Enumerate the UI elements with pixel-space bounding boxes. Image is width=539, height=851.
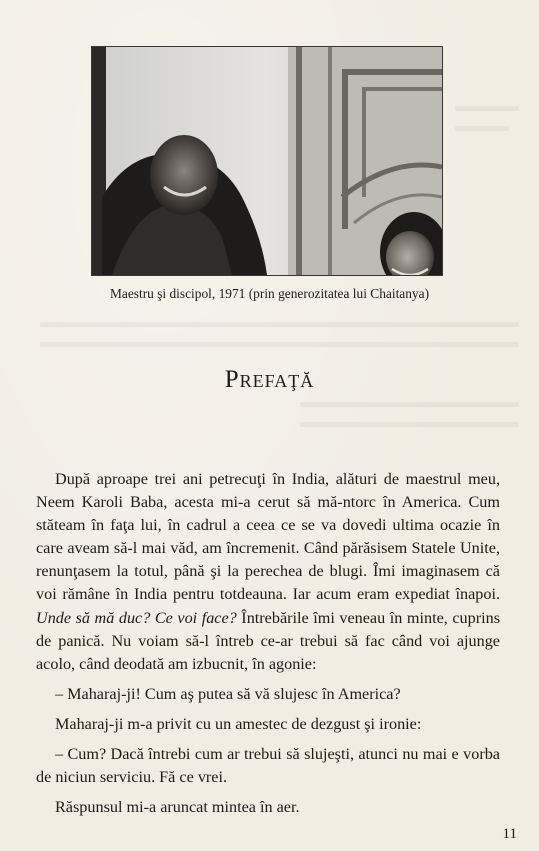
dialogue-line: – Cum? Dacă întrebi cum ar trebui să slujeşti, atunci nu mai e vorba de niciun serviciu. Fă ce vrei. <box>36 745 500 787</box>
bleed-through-line <box>455 106 519 111</box>
body-text <box>36 468 500 819</box>
photo-image <box>92 47 442 275</box>
paragraph: Răspunsul mi-a aruncat mintea în aer. <box>55 798 300 817</box>
bleed-through-line <box>40 342 519 347</box>
photograph <box>91 46 443 276</box>
bleed-through-line <box>300 422 519 427</box>
italic-question: Unde să mă duc? Ce voi face? <box>36 608 237 627</box>
paragraph-text: Întrebările îmi veneau în minte, cuprins de panică. Nu voiam să-l întreb ce-ar trebui să fac când voi ajunge acolo, când deodată am izbucnit, în agonie: <box>36 608 500 673</box>
bleed-through-line <box>40 322 519 327</box>
paragraph-text: După aproape trei ani petrecuţi în India, alături de maestrul meu, Neem Karoli Baba, acesta mi-a cerut să mă-ntorc în America. Cum stăteam în faţa lui, în cadrul a ceea ce se va dovedi ultima ocazie în care aveam să-l mai văd, am încremenit. Când părăsisem Statele Unite, renunţasem la totul, până şi la perechea de blugi. Îmi imaginasem că voi rămâne în India pentru totdeauna. Iar acum eram expediat înapoi. <box>36 470 500 604</box>
chapter-title: Prefaţă <box>224 366 315 393</box>
page-number: 11 <box>502 826 517 842</box>
photo-caption: Maestru şi discipol, 1971 (prin generozitatea lui Chaitanya) <box>109 286 430 301</box>
bleed-through-line <box>300 402 519 407</box>
paragraph: Maharaj-ji m-a privit cu un amestec de dezgust şi ironie: <box>55 714 422 733</box>
dialogue-line: – Maharaj-ji! Cum aş putea să vă slujesc în America? <box>55 684 401 703</box>
bleed-through-line <box>455 126 509 131</box>
paragraph <box>36 468 500 676</box>
